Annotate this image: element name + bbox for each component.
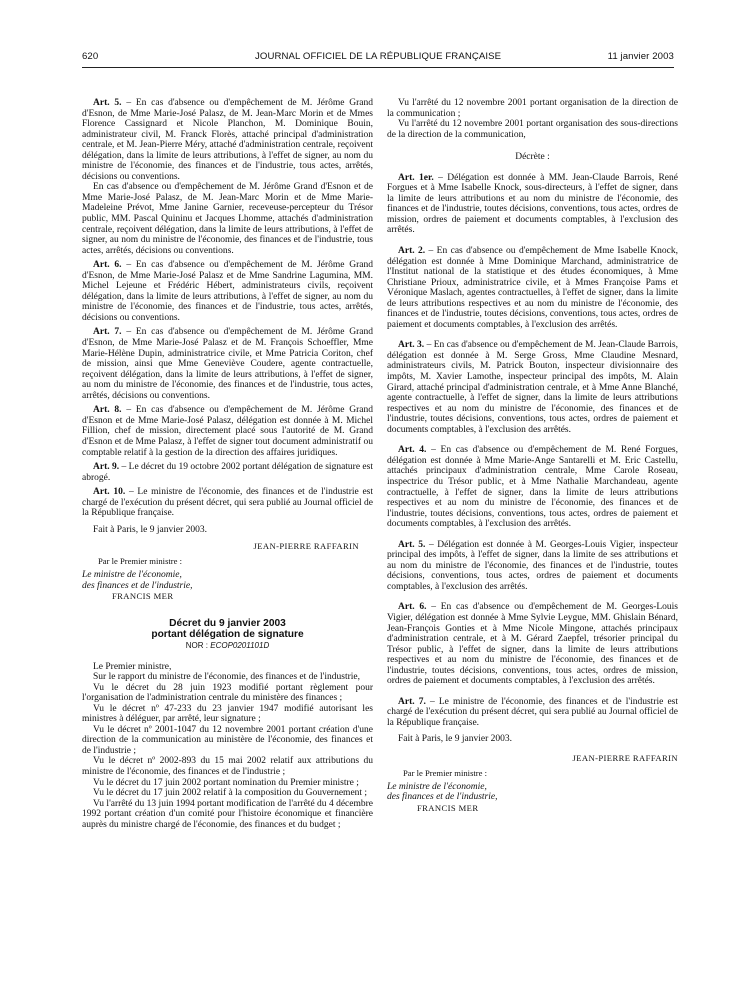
article-paragraph: Art. 6. – En cas d'absence ou d'empêchement de M. Jérôme Grand d'Esnon, de Mme Marie-José Palasz et de Mme Sandrine Lagumina, MM. Michel Lejeune et Frédéric Hébert, administrateurs civils, reçoivent délégation, dans la limite de leurs attributions, à l'effet de signer, au nom du ministre de l'économie, des finances et de l'industrie, tous actes, arrêtés, décisions ou conventions.: [82, 260, 373, 323]
visa-paragraph: Le Premier ministre,: [93, 661, 172, 672]
article-paragraph: Art. 5. – En cas d'absence ou d'empêchement de M. Jérôme Grand d'Esnon, de Mme Marie-José Palasz, de M. Jean-Marc Morin et de Mmes Florence Cassignard et Nicole Planchon, M. Dominique Bouin, administrateur civil, M. Franck Florès, attaché principal d'administration centrale, et M. Jean-Pierre Méry, attaché d'administration centrale, reçoivent délégation, dans la limite de leurs attributions, à l'effet de signer, au nom du ministre de l'économie, des finances et de l'industrie, tous actes, arrêtés, décisions ou conventions.: [82, 98, 373, 182]
article-paragraph: Art. 4. – En cas d'absence ou d'empêchement de M. René Forgues, délégation est donnée à Mme Marie-Ange Santarelli et M. Eric Castellu, attachés principaux d'administration centrale, Mme Carole Roseau, inspectrice du Trésor public, et à Mme Nathalie Marchandeau, agente contractuelle, à l'effet de signer, dans la limite de leurs attributions respectives et au nom du ministre de l'économie, des finances et de l'industrie, toutes décisions, conventions, tous actes, ordres de paiement et documents comptables, à l'exclusion des arrêtés.: [387, 445, 678, 530]
journal-title: JOURNAL OFFICIEL DE LA RÉPUBLIQUE FRANÇAISE: [255, 51, 502, 62]
minister-name: FRANCIS MER: [112, 591, 174, 602]
right-column: [387, 98, 678, 813]
nor-reference: NOR : ECOP0201101D: [185, 640, 270, 650]
visa-paragraph: Vu l'arrêté du 13 juin 1994 portant modification de l'arrêté du 4 décembre 1992 portant création d'un comité pour l'histoire économique et financière auprès du ministre chargé de l'économie, des finances et du budget ;: [82, 798, 373, 830]
visa-paragraph: Vu l'arrêté du 12 novembre 2001 portant organisation de la direction de la communication ;: [387, 98, 678, 119]
signing-place-date: Fait à Paris, le 9 janvier 2003.: [93, 524, 207, 535]
decret-heading: Décret du 9 janvier 2003 portant délégation de signature: [151, 617, 304, 640]
article-paragraph: Art. 3. – En cas d'absence ou d'empêchement de M. Jean-Claude Barrois, délégation est donnée à M. Serge Gross, Mme Claudine Mesnard, administrateurs civils, M. Patrick Bouton, inspecteur divisionnaire des impôts, M. Xavier Lamothe, inspecteur principal des impôts, M. Alain Girard, attaché principal d'administration centrale, et à Mme Anne Blanché, agente contractuelle, à l'effet de signer, dans la limite de leurs attributions respectives et au nom du ministre de l'économie, des finances et de l'industrie, toutes décisions, conventions, tous actes, ordres de paiement et documents comptables, à l'exclusion des arrêtés.: [387, 340, 678, 435]
article-paragraph: Art. 6. – En cas d'absence ou d'empêchement de M. Georges-Louis Vigier, délégation est donnée à Mme Sylvie Leygue, MM. Ghislain Bénard, Jean-François Gonties et à Mme Nicole Mingone, attachés principaux d'administration centrale, et à M. Gérard Zaepfel, trésorier principal du Trésor public, à l'effet de signer, dans la limite de leurs attributions respectives et au nom du ministre de l'économie, des finances et de l'industrie, toutes décisions, conventions, tous actes, ordres de mission, ordres de paiement et documents comptables, à l'exclusion des arrêtés.: [387, 602, 678, 687]
signatory-name: JEAN-PIERRE RAFFARIN: [253, 541, 359, 552]
minister-name: FRANCIS MER: [417, 802, 479, 813]
visa-paragraph: Vu le décret du 17 juin 2002 portant nomination du Premier ministre ;: [93, 777, 359, 788]
par-premier-ministre: Par le Premier ministre :: [98, 555, 183, 566]
article-paragraph: Art. 7. – Le ministre de l'économie, des finances et de l'industrie est chargé de l'exécution du présent décret, qui sera publié au Journal officiel de la République française.: [387, 696, 679, 728]
article-paragraph: Art. 1er. – Délégation est donnée à MM. Jean-Claude Barrois, René Forgues et à Mme Isabelle Knock, sous-directeurs, à l'effet de signer, dans la limite de leurs attributions et au nom du ministre de l'économie, des finances et de l'industrie, toutes décisions, conventions, tous actes, ordres de mission, ordres de paiement et documents comptables, à l'exclusion des arrêtés.: [387, 172, 678, 236]
issue-date: 11 janvier 2003: [607, 51, 674, 62]
page-header: [82, 51, 674, 67]
par-premier-ministre: Par le Premier ministre :: [403, 767, 488, 778]
article-paragraph: Art. 2. – En cas d'absence ou d'empêchement de Mme Isabelle Knock, délégation est donnée à Mme Dominique Marchand, administratrice de l'Institut national de la statistique et des études économiques, à Mme Christiane Prioux, administratrice civile, et à Mmes Françoise Pams et Véronique Maslach, agentes contractuelles, à l'effet de signer, dans la limite de leurs attributions respectives et au nom du ministre de l'économie, des finances et de l'industrie, toutes décisions, conventions, tous actes, ordres de paiement et documents comptables, à l'exclusion des arrêtés.: [387, 246, 678, 330]
visa-paragraph: Sur le rapport du ministre de l'économie, des finances et de l'industrie,: [93, 672, 360, 683]
signing-place-date: Fait à Paris, le 9 janvier 2003.: [398, 734, 512, 745]
article-paragraph: Art. 8. – En cas d'absence ou d'empêchement de M. Jérôme Grand d'Esnon et de Mme Marie-José Palasz, délégation est donnée à M. Michel Fillion, chef de mission, directement placé sous l'autorité de M. Grand d'Esnon et de Mme Palasz, à l'effet de signer tout document administratif ou comptable relatif à la gestion de la direction des affaires juridiques.: [82, 405, 373, 458]
visa-paragraph: Vu le décret du 17 juin 2002 relatif à la composition du Gouvernement ;: [93, 788, 368, 799]
minister-title: Le ministre de l'économie, des finances et de l'industrie,: [387, 782, 498, 803]
header-rule: [82, 67, 674, 68]
visa-paragraph: Vu le décret nº 2002-893 du 15 mai 2002 relatif aux attributions du ministre de l'économie, des finances et de l'industrie ;: [82, 756, 373, 777]
visa-paragraph: Vu le décret nº 47-233 du 23 janvier 1947 modifié autorisant les ministres à déléguer, par arrêté, leur signature ;: [82, 703, 373, 725]
decrete-heading: Décrète :: [515, 152, 550, 163]
page-number: 620: [82, 51, 99, 62]
visa-paragraph: Vu l'arrêté du 12 novembre 2001 portant organisation des sous-directions de la direction de la communication,: [387, 119, 678, 140]
article-paragraph: Art. 5. – Délégation est donnée à M. Georges-Louis Vigier, inspecteur principal des impôts, à l'effet de signer, dans la limite de ses attributions et au nom du ministre de l'économie, des finances et de l'industrie, toutes décisions, conventions, tous actes, ordres de paiement et documents comptables, à l'exclusion des arrêtés.: [387, 539, 678, 592]
article-paragraph: Art. 7. – En cas d'absence ou d'empêchement de M. Jérôme Grand d'Esnon, de Mme Marie-José Palasz et de M. François Schoeffler, Mme Marie-Hélène Dupin, administratrice civile, et Mme Patricia Coriton, chef de mission, ainsi que Mme Geneviève Coudere, agente contractuelle, reçoivent délégation, dans la limite de leurs attributions, à l'effet de signer, au nom du ministre de l'économie, des finances et de l'industrie, tous actes, arrêtés, décisions ou conventions.: [82, 327, 373, 401]
signatory-name: JEAN-PIERRE RAFFARIN: [572, 752, 678, 763]
article-paragraph: En cas d'absence ou d'empêchement de M. Jérôme Grand d'Esnon et de Mme Marie-José Palasz, de M. Jean-Marc Morin et de Mme Marie-Madeleine Prévot, Mme Janine Garnier, receveuse-percepteur du Trésor public, MM. Pascal Quininu et Jacques Lhomme, attachés d'administration centrale, reçoivent délégation, dans la limite de leurs attributions, à l'effet de signer, au nom du ministre de l'économie, des finances et de l'industrie, tous actes, arrêtés, décisions ou conventions.: [82, 182, 373, 256]
minister-title: Le ministre de l'économie, des finances et de l'industrie,: [82, 570, 193, 591]
article-paragraph: Art. 10. – Le ministre de l'économie, des finances et de l'industrie est chargé de l'exécution du présent décret, qui sera publié au Journal officiel de la République française.: [82, 487, 373, 519]
left-column: [82, 98, 373, 830]
visa-paragraph: Vu le décret nº 2001-1047 du 12 novembre 2001 portant création d'une direction de la communication au ministère de l'économie, des finances et de l'industrie ;: [82, 724, 373, 756]
article-paragraph: Art. 9. – Le décret du 19 octobre 2002 portant délégation de signature est abrogé.: [82, 462, 373, 483]
visa-paragraph: Vu le décret du 28 juin 1923 modifié portant règlement pour l'organisation de l'administration centrale du ministère des finances ;: [82, 682, 373, 704]
